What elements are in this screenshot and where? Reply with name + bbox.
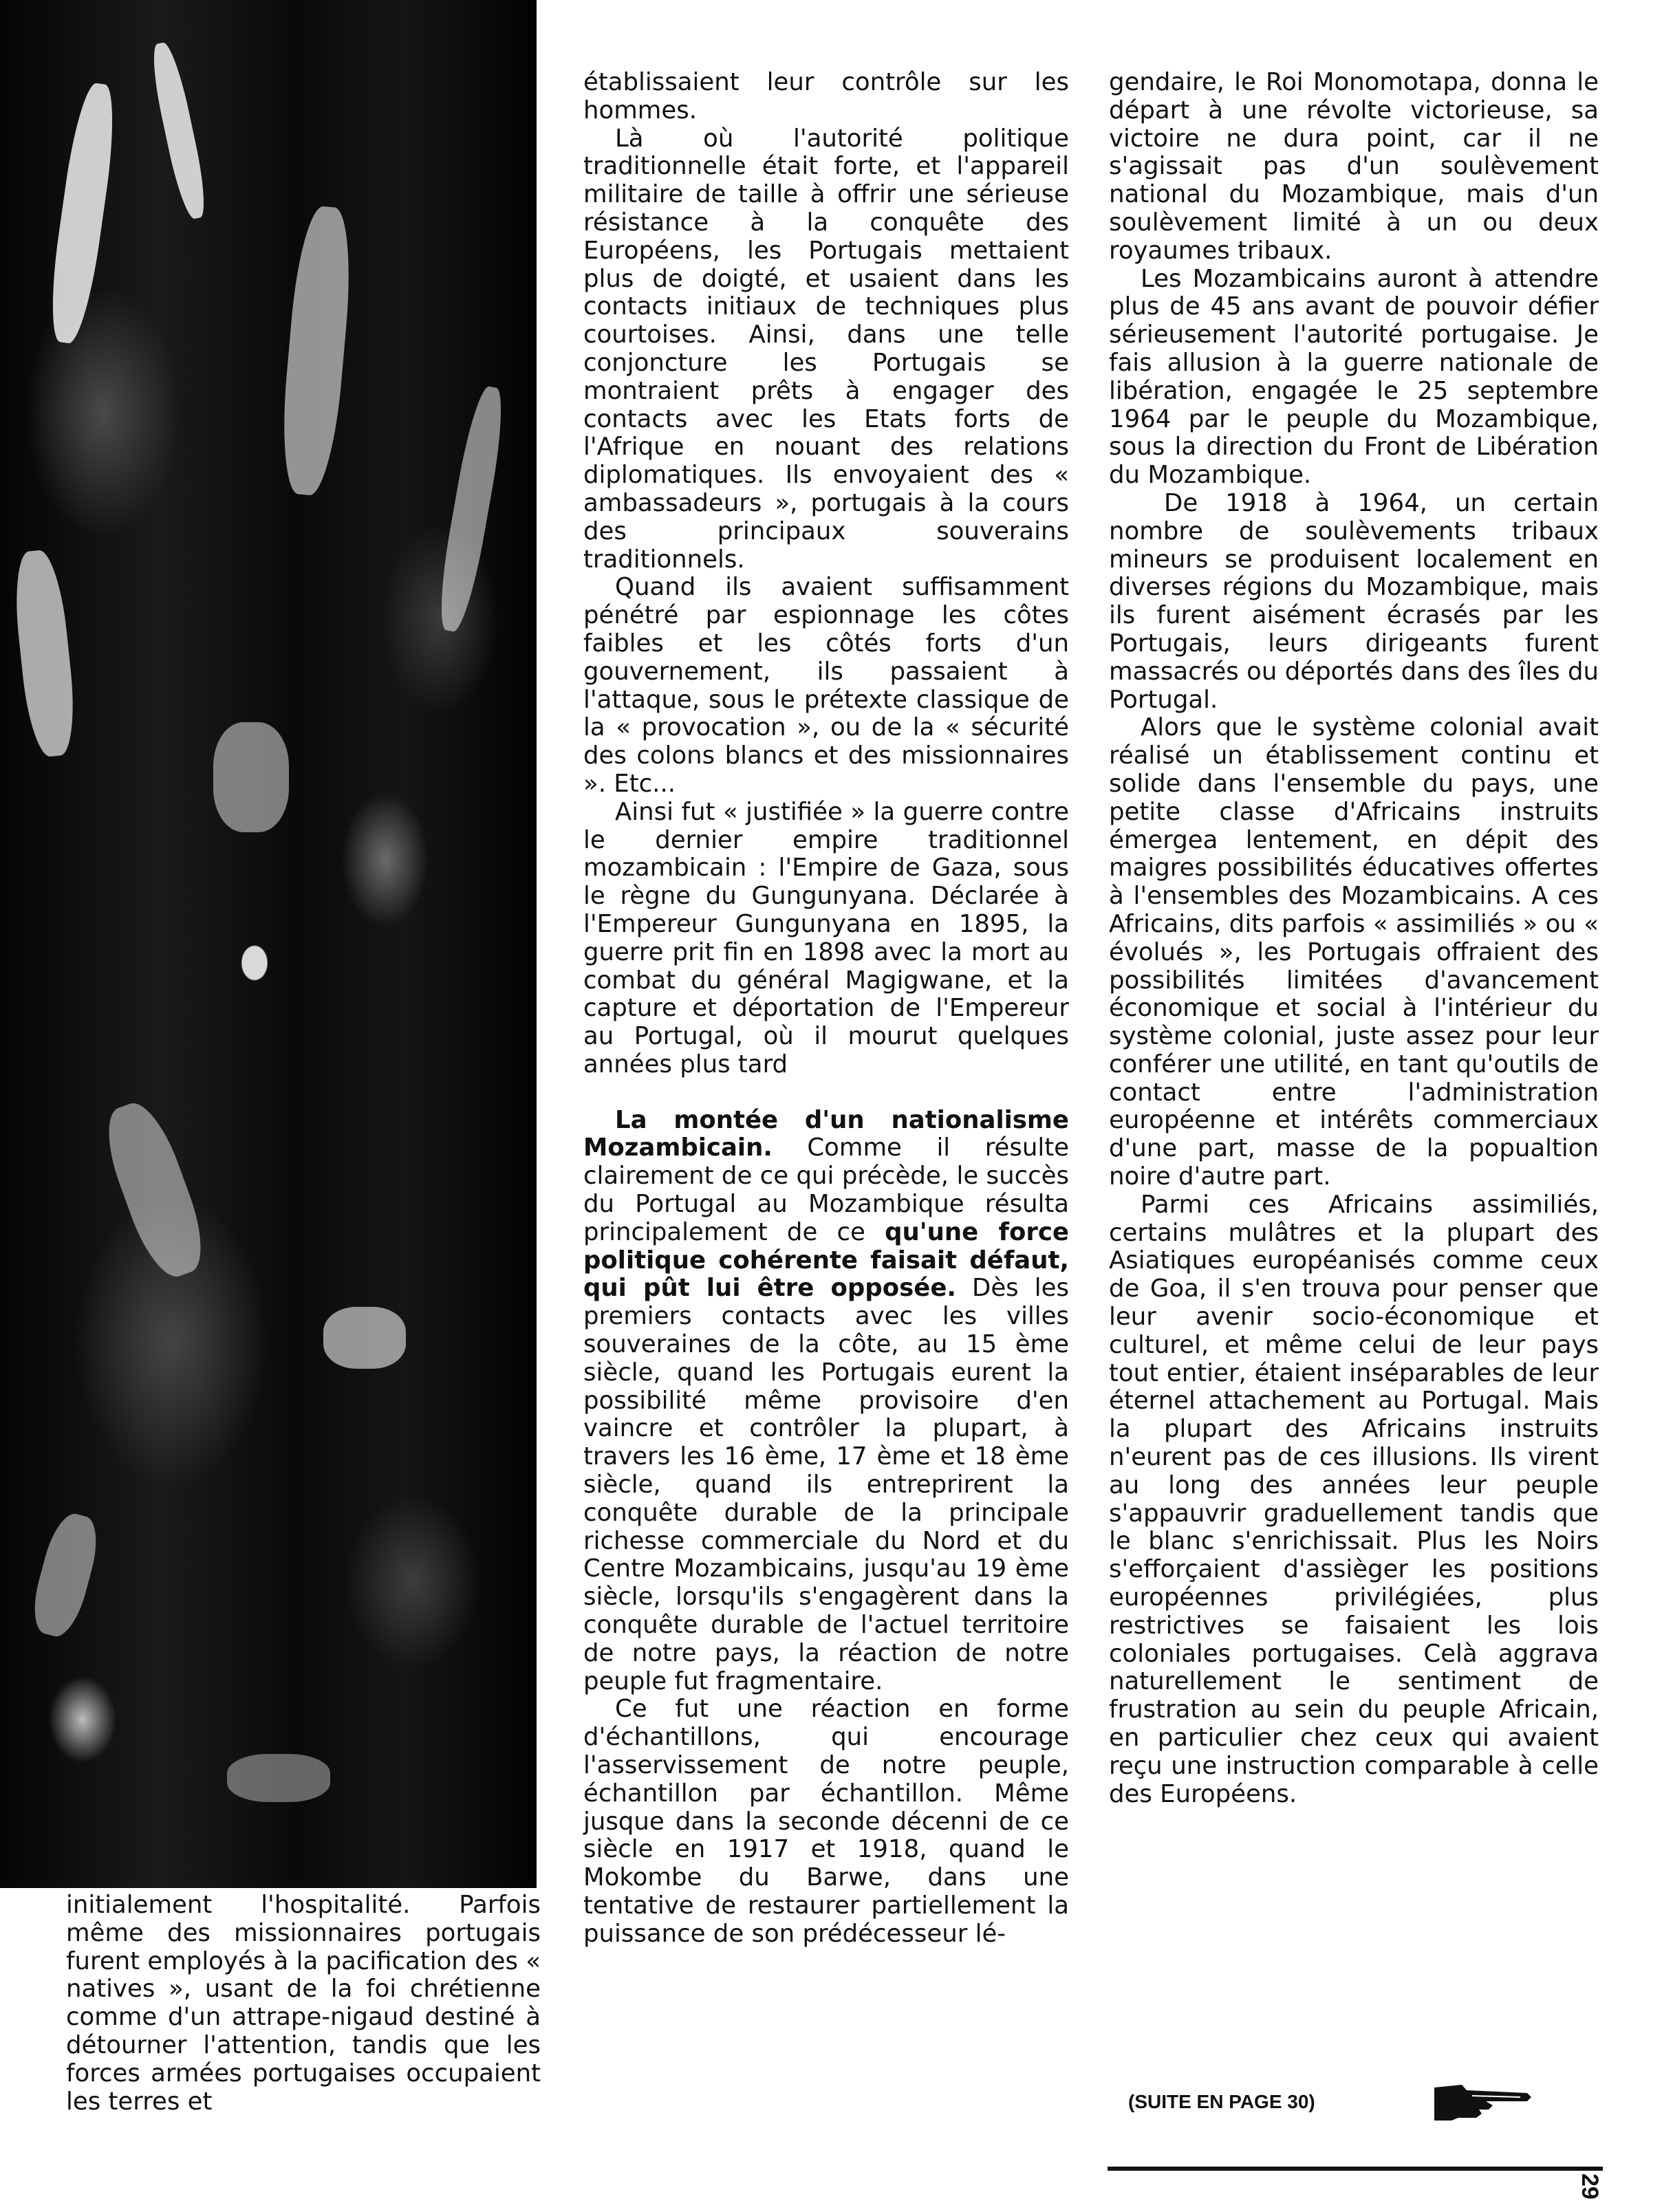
- paragraph: De 1918 à 1964, un certain nombre de soulèvements tribaux mineurs se produisent localement en diverses régions du Mozambique, mais ils furent aisément écrasés par les Portugais, leurs dirigeants furent massacrés ou déportés dans des îles du Portugal.: [1109, 488, 1599, 714]
- paragraph: Ainsi fut « justifiée » la guerre contre le dernier empire traditionnel mozambicain : l'Empire de Gaza, sous le règne du Gungunyana. Déclarée à l'Empereur Gungunyana en 1895, la guerre prit fin en 1898 avec la mort au combat du général Magigwane, et la capture et déportation de l'Empereur au Portugal, où il mourut quelques années plus tard: [583, 797, 1069, 1078]
- column-2: [583, 69, 1069, 1949]
- bottom-rule: [1108, 2167, 1603, 2171]
- emphasis-text: qu'une force politique cohérente faisait défaut, qui pût lui être opposée.: [583, 1217, 1069, 1303]
- paragraph-text: Comme il résulte clairement de ce qui précède, le succès du Portugal au Mozambique résulta principalement de ce: [583, 1134, 1069, 1246]
- forest-photo: [0, 0, 537, 1888]
- paragraph: établissaient leur contrôle sur les hommes.: [583, 68, 1069, 124]
- paragraph: gendaire, le Roi Monomotapa, donna le départ à une révolte victorieuse, sa victoire ne dura point, car il ne s'agissait pas d'un soulèvement national du Mozambique, mais d'un soulèvement limité à un ou deux royaumes tribaux.: [1109, 68, 1599, 265]
- column-3: [1109, 69, 1599, 1808]
- paragraph: Parmi ces Africains assimiliés, certains mulâtres et la plupart des Asiatiques européanisés comme ceux de Goa, il s'en trouva pour penser que leur avenir socio-économique et culturel, et même celui de leur pays tout entier, étaient inséparables de leur éternel attachement au Portugal. Mais la plupart des Africains instruits n'eurent pas de ces illusions. Ils virent au long des années leur peuple s'appauvrir graduellement tandis que le blanc s'enrichissait. Plus les Noirs s'efforçaient d'assièger les positions européennes privilégiées, plus restrictives se faisaient les lois coloniales portugaises. Celà aggrava naturellement le sentiment de frustration au sein du peuple Africain, en particulier chez ceux qui avaient reçu une instruction comparable à celle des Européens.: [1109, 1190, 1599, 1808]
- paragraph-text: Dès les premiers contacts avec les villes souveraines de la côte, au 15 ème siècle, quand les Portugais eurent la possibilité même provisoire d'en vaincre et contrôler la plupart, à travers les 16 ème, 17 ème et 18 ème siècle, quand ils entreprirent la conquête durable de la principale richesse commerciale du Nord et du Centre Mozambicains, jusqu'au 19 ème siècle, lorsqu'ils s'engagèrent dans la conquête durable de l'actuel territoire de notre pays, la réaction de notre peuple fut fragmentaire.: [583, 1274, 1069, 1695]
- section-paragraph: [583, 1107, 1069, 1696]
- page-number: 29: [1577, 2173, 1603, 2200]
- paragraph: Ce fut une réaction en forme d'échantillons, qui encourage l'asservissement de notre peuple, échantillon par échantillon. Même jusque dans la seconde décenni de ce siècle en 1917 et 1918, quand le Mokombe du Barwe, dans une tentative de restaurer partiellement la puissance de son prédécesseur lé-: [583, 1695, 1069, 1948]
- paragraph: Les Mozambicains auront à attendre plus de 45 ans avant de pouvoir défier sérieusement l'autorité portugaise. Je fais allusion à la guerre nationale de libération, engagée le 25 septembre 1964 par le peuple du Mozambique, sous la direction du Front de Libération du Mozambique.: [1109, 264, 1599, 490]
- bottom-left-text: [66, 1891, 541, 2116]
- paragraph: Là où l'autorité politique traditionnelle était forte, et l'appareil militaire de taille à offrir une sérieuse résistance à la conquête des Européens, les Portugais mettaient plus de doigté, et usaient dans les contacts initiaux de techniques plus courtoises. Ainsi, dans une telle conjoncture les Portugais se montraient prêts à engager des contacts avec les Etats forts de l'Afrique en nouant des relations diplomatiques. Ils envoyaient des « ambassadeurs », portugais à la cours des principaux souverains traditionnels.: [583, 124, 1069, 574]
- paragraph: Alors que le système colonial avait réalisé un établissement continu et solide dans l'ensemble du pays, une petite classe d'Africains instruits émergea lentement, en dépit des maigres possibilités éducatives offertes à l'ensembles des Mozambicains. A ces Africains, dits parfois « assimiliés » ou « évolués », les Portugais offraient des possibilités limitées d'avancement économique et social à l'intérieur du système colonial, juste assez pour leur conférer une utilité, en tant qu'outils de contact entre l'administration européenne et intérêts commerciaux d'une part, masse de la popualtion noire d'autre part.: [1109, 713, 1599, 1191]
- section-heading: La montée d'un nationalisme Mozambicain.: [583, 1105, 1069, 1162]
- paragraph: initialement l'hospitalité. Parfois même des missionnaires portugais furent employés à la pacification des « natives », usant de la foi chrétienne comme d'un attrape-nigaud destiné à détourner l'attention, tandis que les forces armées portugaises occupaient les terres et: [66, 1891, 541, 2116]
- pointing-hand-icon: [1431, 2081, 1534, 2122]
- paragraph: Quand ils avaient suffisamment pénétré par espionnage les côtes faibles et les côtés forts d'un gouvernement, ils passaient à l'attaque, sous le prétexte classique de la « provocation », ou de la « sécurité des colons blancs et des missionnaires ». Etc...: [583, 573, 1069, 798]
- continued-label: (SUITE EN PAGE 30): [1128, 2091, 1315, 2112]
